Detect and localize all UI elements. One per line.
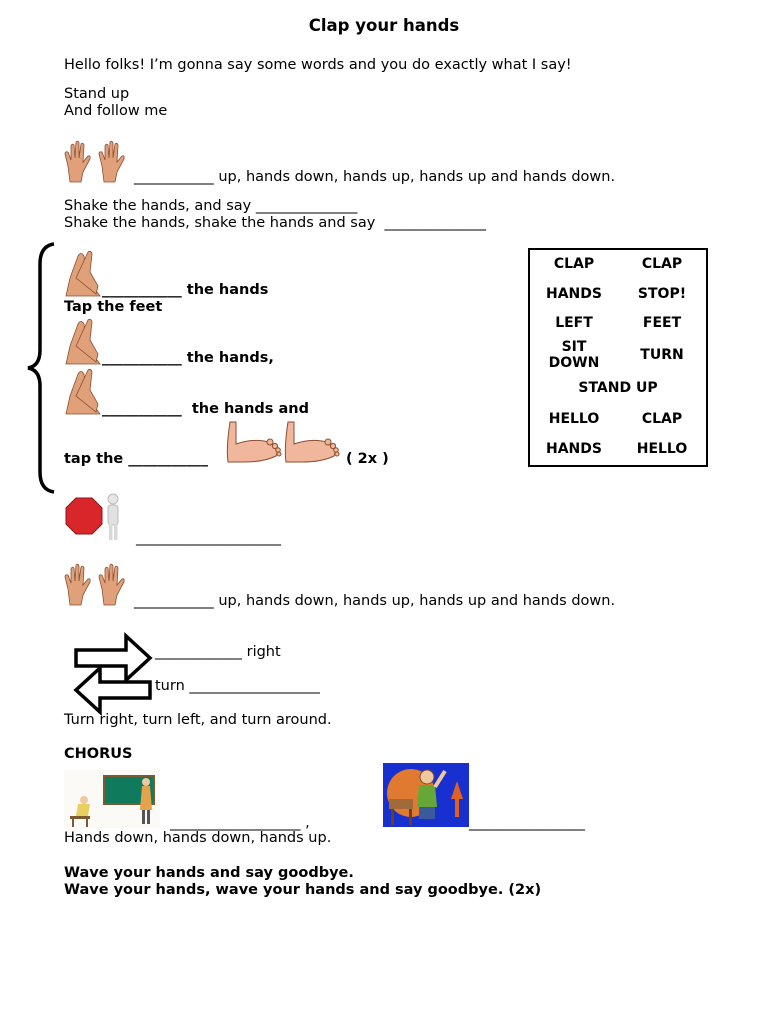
student-raising-hand-icon (383, 763, 469, 827)
turn-arrows-icon (74, 632, 152, 716)
raised-hands-icon (64, 561, 132, 607)
word-box-cell: HELLO (548, 411, 600, 427)
turn-blank-line: turn __________________ (155, 678, 320, 694)
word-box-cell: TURN (640, 347, 684, 363)
repeat-2x: ( 2x ) (346, 451, 389, 467)
word-box-cell: LEFT (555, 315, 593, 331)
stand-up-line: Stand up (64, 86, 130, 102)
tap-feet-line: Tap the feet (64, 299, 163, 315)
stop-sign-icon (64, 492, 124, 542)
clapping-hands-icon (64, 248, 104, 298)
hands-down-line: Hands down, hands down, hands up. (64, 830, 332, 846)
wave-line-1: Wave your hands and say goodbye. (64, 865, 354, 881)
word-box-cell: SIT DOWN (548, 339, 600, 371)
turn-around-line: Turn right, turn left, and turn around. (64, 712, 332, 728)
clapping-hands-icon (64, 316, 104, 366)
classroom-icon (64, 770, 160, 828)
the-hands-line-1: ___________ the hands (102, 282, 269, 298)
the-hands-line-3: ___________ the hands and (102, 401, 309, 417)
word-box-cell: STOP! (637, 286, 687, 302)
clapping-hands-icon (64, 366, 104, 416)
feet-icon (224, 418, 342, 466)
word-box-cell: CLAP (641, 256, 683, 272)
sit-blank-line: __________________ , (170, 815, 310, 831)
tap-the-line: tap the ___________ (64, 451, 209, 467)
follow-me-line: And follow me (64, 103, 168, 119)
word-box-cell: HELLO (636, 441, 688, 457)
right-blank-line: ____________ right (155, 644, 281, 660)
word-box-cell: STAND UP (578, 380, 658, 396)
word-box-cell: FEET (642, 315, 682, 331)
the-hands-line-2: ___________ the hands, (102, 350, 274, 366)
word-box-cell: HANDS (546, 441, 602, 457)
chorus-heading: CHORUS (64, 746, 133, 762)
hands-up-line-2: ___________ up, hands down, hands up, hands up and hands down. (134, 593, 616, 609)
word-box-cell: HANDS (546, 286, 602, 302)
word-box-cell: CLAP (553, 256, 595, 272)
word-box (528, 248, 708, 467)
wave-line-2: Wave your hands, wave your hands and say goodbye. (2x) (64, 882, 542, 898)
raised-hands-icon (64, 138, 132, 184)
stand-blank-line: ________________ (469, 815, 585, 831)
intro-line: Hello folks! I’m gonna say some words and you do exactly what I say! (64, 57, 572, 73)
curly-brace (26, 242, 58, 494)
shake-line-2: Shake the hands, shake the hands and say ______________ (64, 215, 487, 231)
page-title: Clap your hands (308, 16, 460, 35)
word-box-cell: CLAP (641, 411, 683, 427)
shake-line-1: Shake the hands, and say ______________ (64, 198, 358, 214)
hands-up-line-1: ___________ up, hands down, hands up, hands up and hands down. (134, 169, 616, 185)
stop-blank-line: ____________________ (136, 530, 281, 546)
